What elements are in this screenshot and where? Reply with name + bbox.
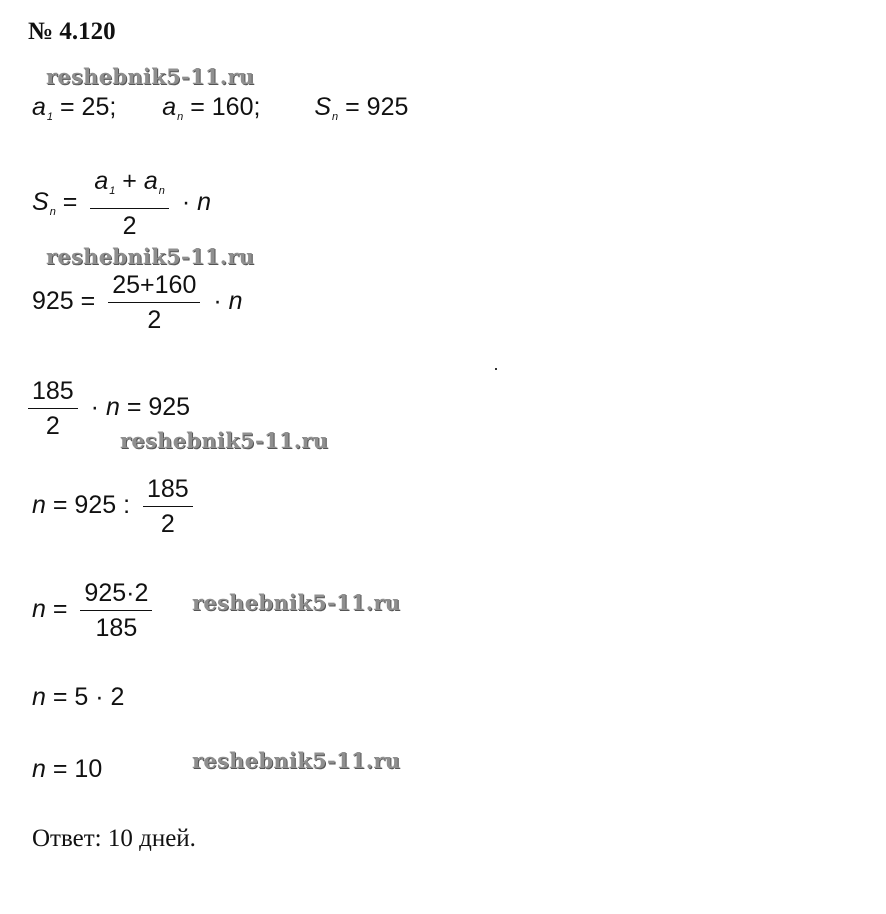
multiply-sign: · xyxy=(181,188,191,217)
fraction-numerator: 185 xyxy=(143,474,193,507)
subscript-n: n xyxy=(49,206,56,219)
watermark: reshebnik5-11.ru xyxy=(46,244,255,269)
substitution-line xyxy=(32,270,243,335)
product-line xyxy=(32,578,158,643)
equals-sign: = xyxy=(190,93,205,121)
n-symbol: n xyxy=(228,287,243,316)
multiply-sign: · xyxy=(90,393,99,422)
a-symbol: a xyxy=(32,93,46,121)
separator: ; xyxy=(109,93,117,121)
fraction-denominator: 185 xyxy=(95,614,138,642)
fraction-denominator: 2 xyxy=(45,412,60,440)
sn-value: 925 xyxy=(32,287,74,316)
n-symbol: n xyxy=(32,683,46,711)
answer-text: Ответ: 10 дней. xyxy=(32,825,196,852)
separator: ; xyxy=(253,93,261,121)
subscript-n: n xyxy=(158,185,165,197)
n-symbol: n xyxy=(105,393,120,422)
product-fraction xyxy=(80,578,152,643)
multiply-sign: · xyxy=(213,287,222,316)
equals-sign: = xyxy=(62,188,78,217)
subscript-n: n xyxy=(177,111,184,123)
watermark: reshebnik5-11.ru xyxy=(120,428,329,453)
n-symbol: n xyxy=(32,755,46,783)
equals-sign: = xyxy=(345,93,360,121)
fraction-numerator: 925·2 xyxy=(80,578,152,611)
sn-value: 925 xyxy=(366,93,409,121)
an-value: 160 xyxy=(211,93,254,121)
subscript-1: 1 xyxy=(109,185,116,197)
fraction-numerator: 25+160 xyxy=(108,270,200,303)
sn-value: 925 xyxy=(148,393,191,422)
equals-sign: = xyxy=(126,393,142,422)
divide-sign: : xyxy=(123,491,131,520)
fraction-denominator: 2 xyxy=(160,510,175,538)
a1-value: 25 xyxy=(81,93,110,121)
result-line xyxy=(32,754,102,784)
subscript-n: n xyxy=(332,111,339,123)
equals-sign: = xyxy=(59,93,75,121)
result-value: 10 xyxy=(74,755,103,783)
problem-number: № 4.120 xyxy=(28,18,116,45)
watermark: reshebnik5-11.ru xyxy=(192,590,401,615)
subscript-1: 1 xyxy=(46,111,54,123)
substitution-fraction xyxy=(108,270,200,335)
stray-dot xyxy=(495,368,497,370)
division-line xyxy=(32,474,199,539)
n-symbol: n xyxy=(32,595,46,624)
sn-value: 925 xyxy=(74,491,117,520)
formula-fraction xyxy=(90,166,169,241)
watermark: reshebnik5-11.ru xyxy=(192,748,401,773)
equals-sign: = xyxy=(80,287,96,316)
reduced-value: 5 · 2 xyxy=(74,683,125,711)
a-symbol: a xyxy=(143,167,158,195)
n-symbol: n xyxy=(197,188,212,217)
fraction-denominator: 2 xyxy=(147,306,162,334)
equals-sign: = xyxy=(52,595,68,624)
n-symbol: n xyxy=(32,491,46,520)
division-fraction xyxy=(143,474,193,539)
sum-formula xyxy=(32,166,211,241)
equals-sign: = xyxy=(52,491,68,520)
simplified-fraction xyxy=(28,376,78,441)
fraction-numerator: $a_1 + a_n$ xyxy=(90,166,169,209)
given-line xyxy=(32,92,408,132)
a-symbol: a xyxy=(162,93,177,121)
fraction-numerator: 185 xyxy=(28,376,78,409)
reduced-line xyxy=(32,682,124,712)
a-symbol: a xyxy=(94,167,109,195)
s-symbol: S xyxy=(32,188,49,217)
s-symbol: S xyxy=(314,93,332,121)
equals-sign: = xyxy=(52,755,68,783)
watermark: reshebnik5-11.ru xyxy=(46,64,255,89)
equals-sign: = xyxy=(52,683,68,711)
fraction-denominator: 2 xyxy=(122,212,137,240)
